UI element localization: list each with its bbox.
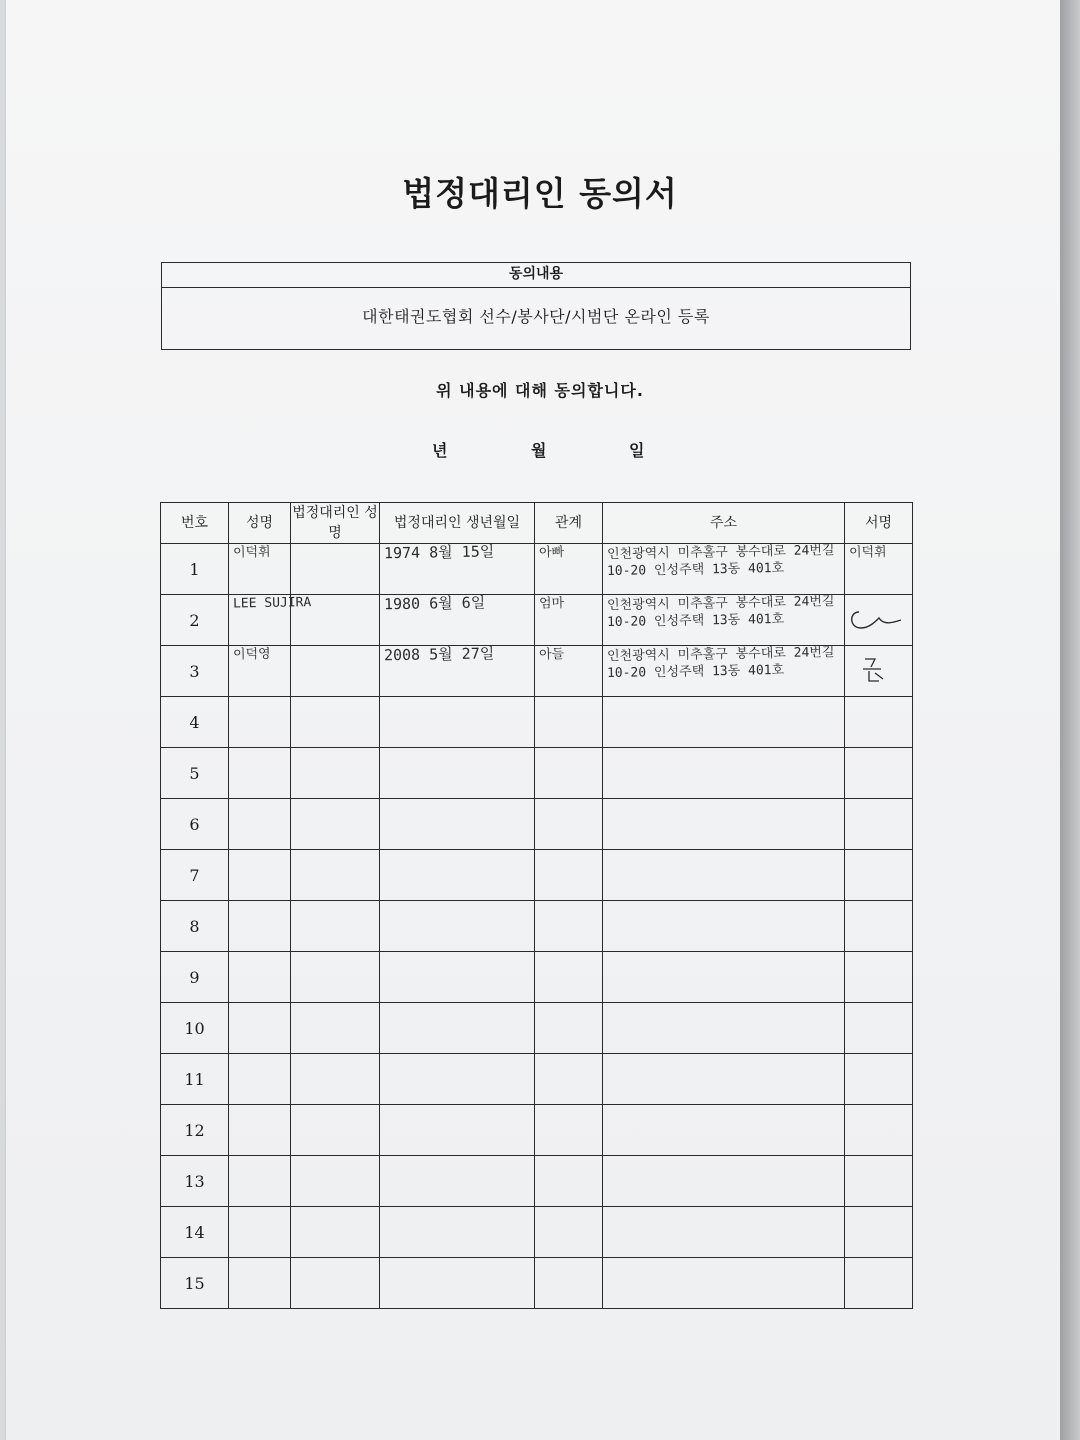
cell-guardian-birth — [380, 1003, 535, 1054]
cell-signature — [845, 544, 913, 595]
handwritten-relation: 아빠 — [538, 545, 565, 561]
cell-guardian-name — [291, 799, 380, 850]
row-number — [161, 1156, 229, 1207]
table-row — [161, 697, 913, 748]
cell-guardian-birth — [380, 595, 535, 646]
guardian-table — [160, 502, 913, 1309]
consent-box — [161, 262, 911, 350]
handwritten-address-line1: 인천광역시 미추홀구 봉수대로 24번길 — [606, 645, 835, 665]
handwritten-name: 이덕휘 — [232, 544, 271, 561]
cell-name — [229, 799, 291, 850]
document-title: 법정대리인 동의서 — [402, 174, 678, 213]
cell-guardian-birth — [380, 1156, 535, 1207]
row-number-text: 7 — [189, 865, 200, 885]
cell-signature — [845, 799, 913, 850]
cell-address — [603, 850, 845, 901]
row-number — [161, 1207, 229, 1258]
table-row — [161, 952, 913, 1003]
table-header-row — [161, 503, 913, 544]
cell-signature — [845, 595, 913, 646]
handwritten-relation: 엄마 — [538, 596, 565, 612]
row-number-text: 2 — [189, 610, 200, 630]
cell-relation — [535, 544, 603, 595]
row-number — [161, 748, 229, 799]
cell-relation — [535, 595, 603, 646]
cell-guardian-birth — [380, 646, 535, 697]
table-row — [161, 1156, 913, 1207]
header-address: 주소 — [603, 503, 845, 544]
date-year-label: 년 — [432, 441, 448, 460]
cell-signature — [845, 1105, 913, 1156]
cell-guardian-name — [291, 697, 380, 748]
cell-relation — [535, 1207, 603, 1258]
cell-relation — [535, 646, 603, 697]
cell-name — [229, 748, 291, 799]
row-number-text: 15 — [184, 1273, 205, 1293]
row-number — [161, 544, 229, 595]
cell-guardian-name — [291, 544, 380, 595]
handwritten-birthdate: 1974 8월 15일 — [383, 542, 495, 563]
handwritten-relation: 아들 — [538, 647, 565, 663]
cell-address — [603, 748, 845, 799]
handwritten-birthdate: 2008 5월 27일 — [383, 644, 495, 665]
cell-address — [603, 1156, 845, 1207]
row-number-text: 6 — [189, 814, 200, 834]
cell-address — [603, 1105, 845, 1156]
cell-guardian-birth — [380, 799, 535, 850]
cell-relation — [535, 901, 603, 952]
cell-guardian-name — [291, 1003, 380, 1054]
row-number — [161, 901, 229, 952]
cell-guardian-birth — [380, 1207, 535, 1258]
signature-scribble — [845, 649, 905, 689]
agree-statement: 위 내용에 대해 동의합니다. — [436, 381, 644, 400]
table-row — [161, 850, 913, 901]
cell-signature — [845, 952, 913, 1003]
cell-guardian-birth — [380, 748, 535, 799]
handwritten-signature: 이덕휘 — [848, 544, 887, 561]
row-number — [161, 799, 229, 850]
row-number — [161, 952, 229, 1003]
handwritten-address-line2: 10-20 인성주택 13동 401호 — [606, 662, 785, 682]
cell-relation — [535, 850, 603, 901]
cell-name — [229, 850, 291, 901]
cell-guardian-name — [291, 1054, 380, 1105]
cell-signature — [845, 1258, 913, 1309]
cell-address — [603, 697, 845, 748]
header-relation: 관계 — [535, 503, 603, 544]
row-number-text: 1 — [189, 559, 200, 579]
consent-header: 동의내용 — [162, 263, 910, 288]
row-number — [161, 1054, 229, 1105]
cell-signature — [845, 1054, 913, 1105]
row-number-text: 9 — [189, 967, 200, 987]
cell-signature — [845, 1003, 913, 1054]
cell-guardian-birth — [380, 952, 535, 1003]
cell-guardian-name — [291, 1156, 380, 1207]
row-number-text: 12 — [184, 1120, 205, 1140]
cell-name — [229, 901, 291, 952]
cell-address — [603, 1258, 845, 1309]
cell-signature — [845, 748, 913, 799]
cell-relation — [535, 1105, 603, 1156]
date-month-label: 월 — [531, 441, 547, 460]
cell-name — [229, 1207, 291, 1258]
row-number-text: 11 — [184, 1069, 205, 1089]
cell-guardian-name — [291, 952, 380, 1003]
row-number — [161, 1258, 229, 1309]
table-row — [161, 1258, 913, 1309]
cell-name — [229, 1156, 291, 1207]
cell-relation — [535, 952, 603, 1003]
table-row — [161, 748, 913, 799]
cell-name — [229, 595, 312, 646]
handwritten-address-line1: 인천광역시 미추홀구 봉수대로 24번길 — [606, 594, 835, 614]
table-row — [161, 1207, 913, 1258]
cell-guardian-birth — [380, 544, 535, 595]
row-number-text: 5 — [189, 763, 200, 783]
table-row — [161, 799, 913, 850]
cell-address — [603, 595, 845, 646]
handwritten-name: LEE SUJIRA — [232, 595, 312, 612]
cell-name — [229, 952, 291, 1003]
cell-guardian-name — [291, 1258, 380, 1309]
cell-name — [229, 1003, 291, 1054]
date-day-label: 일 — [629, 441, 645, 460]
cell-relation — [535, 799, 603, 850]
row-number-text: 3 — [189, 661, 200, 681]
cell-address — [603, 544, 845, 595]
header-signature: 서명 — [845, 503, 913, 544]
cell-guardian-name — [291, 850, 380, 901]
cell-guardian-birth — [380, 901, 535, 952]
table-row — [161, 901, 913, 952]
cell-guardian-name — [291, 901, 380, 952]
cell-guardian-birth — [380, 697, 535, 748]
signature-scribble — [845, 598, 905, 638]
handwritten-address-line1: 인천광역시 미추홀구 봉수대로 24번길 — [606, 543, 835, 563]
row-number — [161, 595, 229, 646]
row-number-text: 8 — [189, 916, 200, 936]
handwritten-name: 이덕영 — [232, 646, 271, 663]
row-number-text: 13 — [184, 1171, 205, 1191]
paper-edge-shadow — [1060, 0, 1080, 1440]
table-row — [161, 646, 913, 697]
cell-relation — [535, 1054, 603, 1105]
handwritten-address-line2: 10-20 인성주택 13동 401호 — [606, 611, 785, 631]
cell-name — [229, 544, 291, 595]
row-number — [161, 1003, 229, 1054]
cell-relation — [535, 1258, 603, 1309]
table-row — [161, 1054, 913, 1105]
cell-name — [229, 1105, 291, 1156]
table-row — [161, 544, 913, 595]
row-number — [161, 646, 229, 697]
cell-address — [603, 1207, 845, 1258]
header-guardian-name: 법정대리인 성명 — [291, 503, 380, 544]
cell-name — [229, 697, 291, 748]
cell-guardian-birth — [380, 1105, 535, 1156]
cell-guardian-birth — [380, 850, 535, 901]
handwritten-birthdate: 1980 6월 6일 — [383, 593, 486, 614]
cell-address — [603, 901, 845, 952]
header-no: 번호 — [161, 503, 229, 544]
cell-address — [603, 1054, 845, 1105]
cell-guardian-birth — [380, 1258, 535, 1309]
row-number — [161, 1105, 229, 1156]
cell-signature — [845, 901, 913, 952]
cell-signature — [845, 1207, 913, 1258]
table-row — [161, 1003, 913, 1054]
row-number-text: 14 — [184, 1222, 205, 1242]
row-number — [161, 850, 229, 901]
table-row — [161, 1105, 913, 1156]
row-number-text: 10 — [184, 1018, 205, 1038]
cell-signature — [845, 1156, 913, 1207]
table-row — [161, 595, 913, 646]
cell-address — [603, 799, 845, 850]
cell-guardian-name — [291, 1105, 380, 1156]
cell-guardian-birth — [380, 1054, 535, 1105]
cell-address — [603, 952, 845, 1003]
cell-name — [229, 1054, 291, 1105]
row-number — [161, 697, 229, 748]
cell-address — [603, 646, 845, 697]
cell-relation — [535, 1156, 603, 1207]
cell-signature — [845, 646, 913, 697]
cell-guardian-name — [291, 646, 380, 697]
cell-guardian-name — [291, 1207, 380, 1258]
cell-address — [603, 1003, 845, 1054]
cell-guardian-name — [291, 748, 380, 799]
cell-name — [229, 646, 291, 697]
cell-name — [229, 1258, 291, 1309]
cell-relation — [535, 1003, 603, 1054]
cell-relation — [535, 697, 603, 748]
header-name: 성명 — [229, 503, 291, 544]
row-number-text: 4 — [189, 712, 200, 732]
handwritten-address-line2: 10-20 인성주택 13동 401호 — [606, 560, 785, 580]
header-guardian-birth: 법정대리인 생년월일 — [380, 503, 535, 544]
cell-signature — [845, 697, 913, 748]
consent-text: 대한태권도협회 선수/봉사단/시범단 온라인 등록 — [362, 307, 710, 326]
cell-relation — [535, 748, 603, 799]
cell-signature — [845, 850, 913, 901]
